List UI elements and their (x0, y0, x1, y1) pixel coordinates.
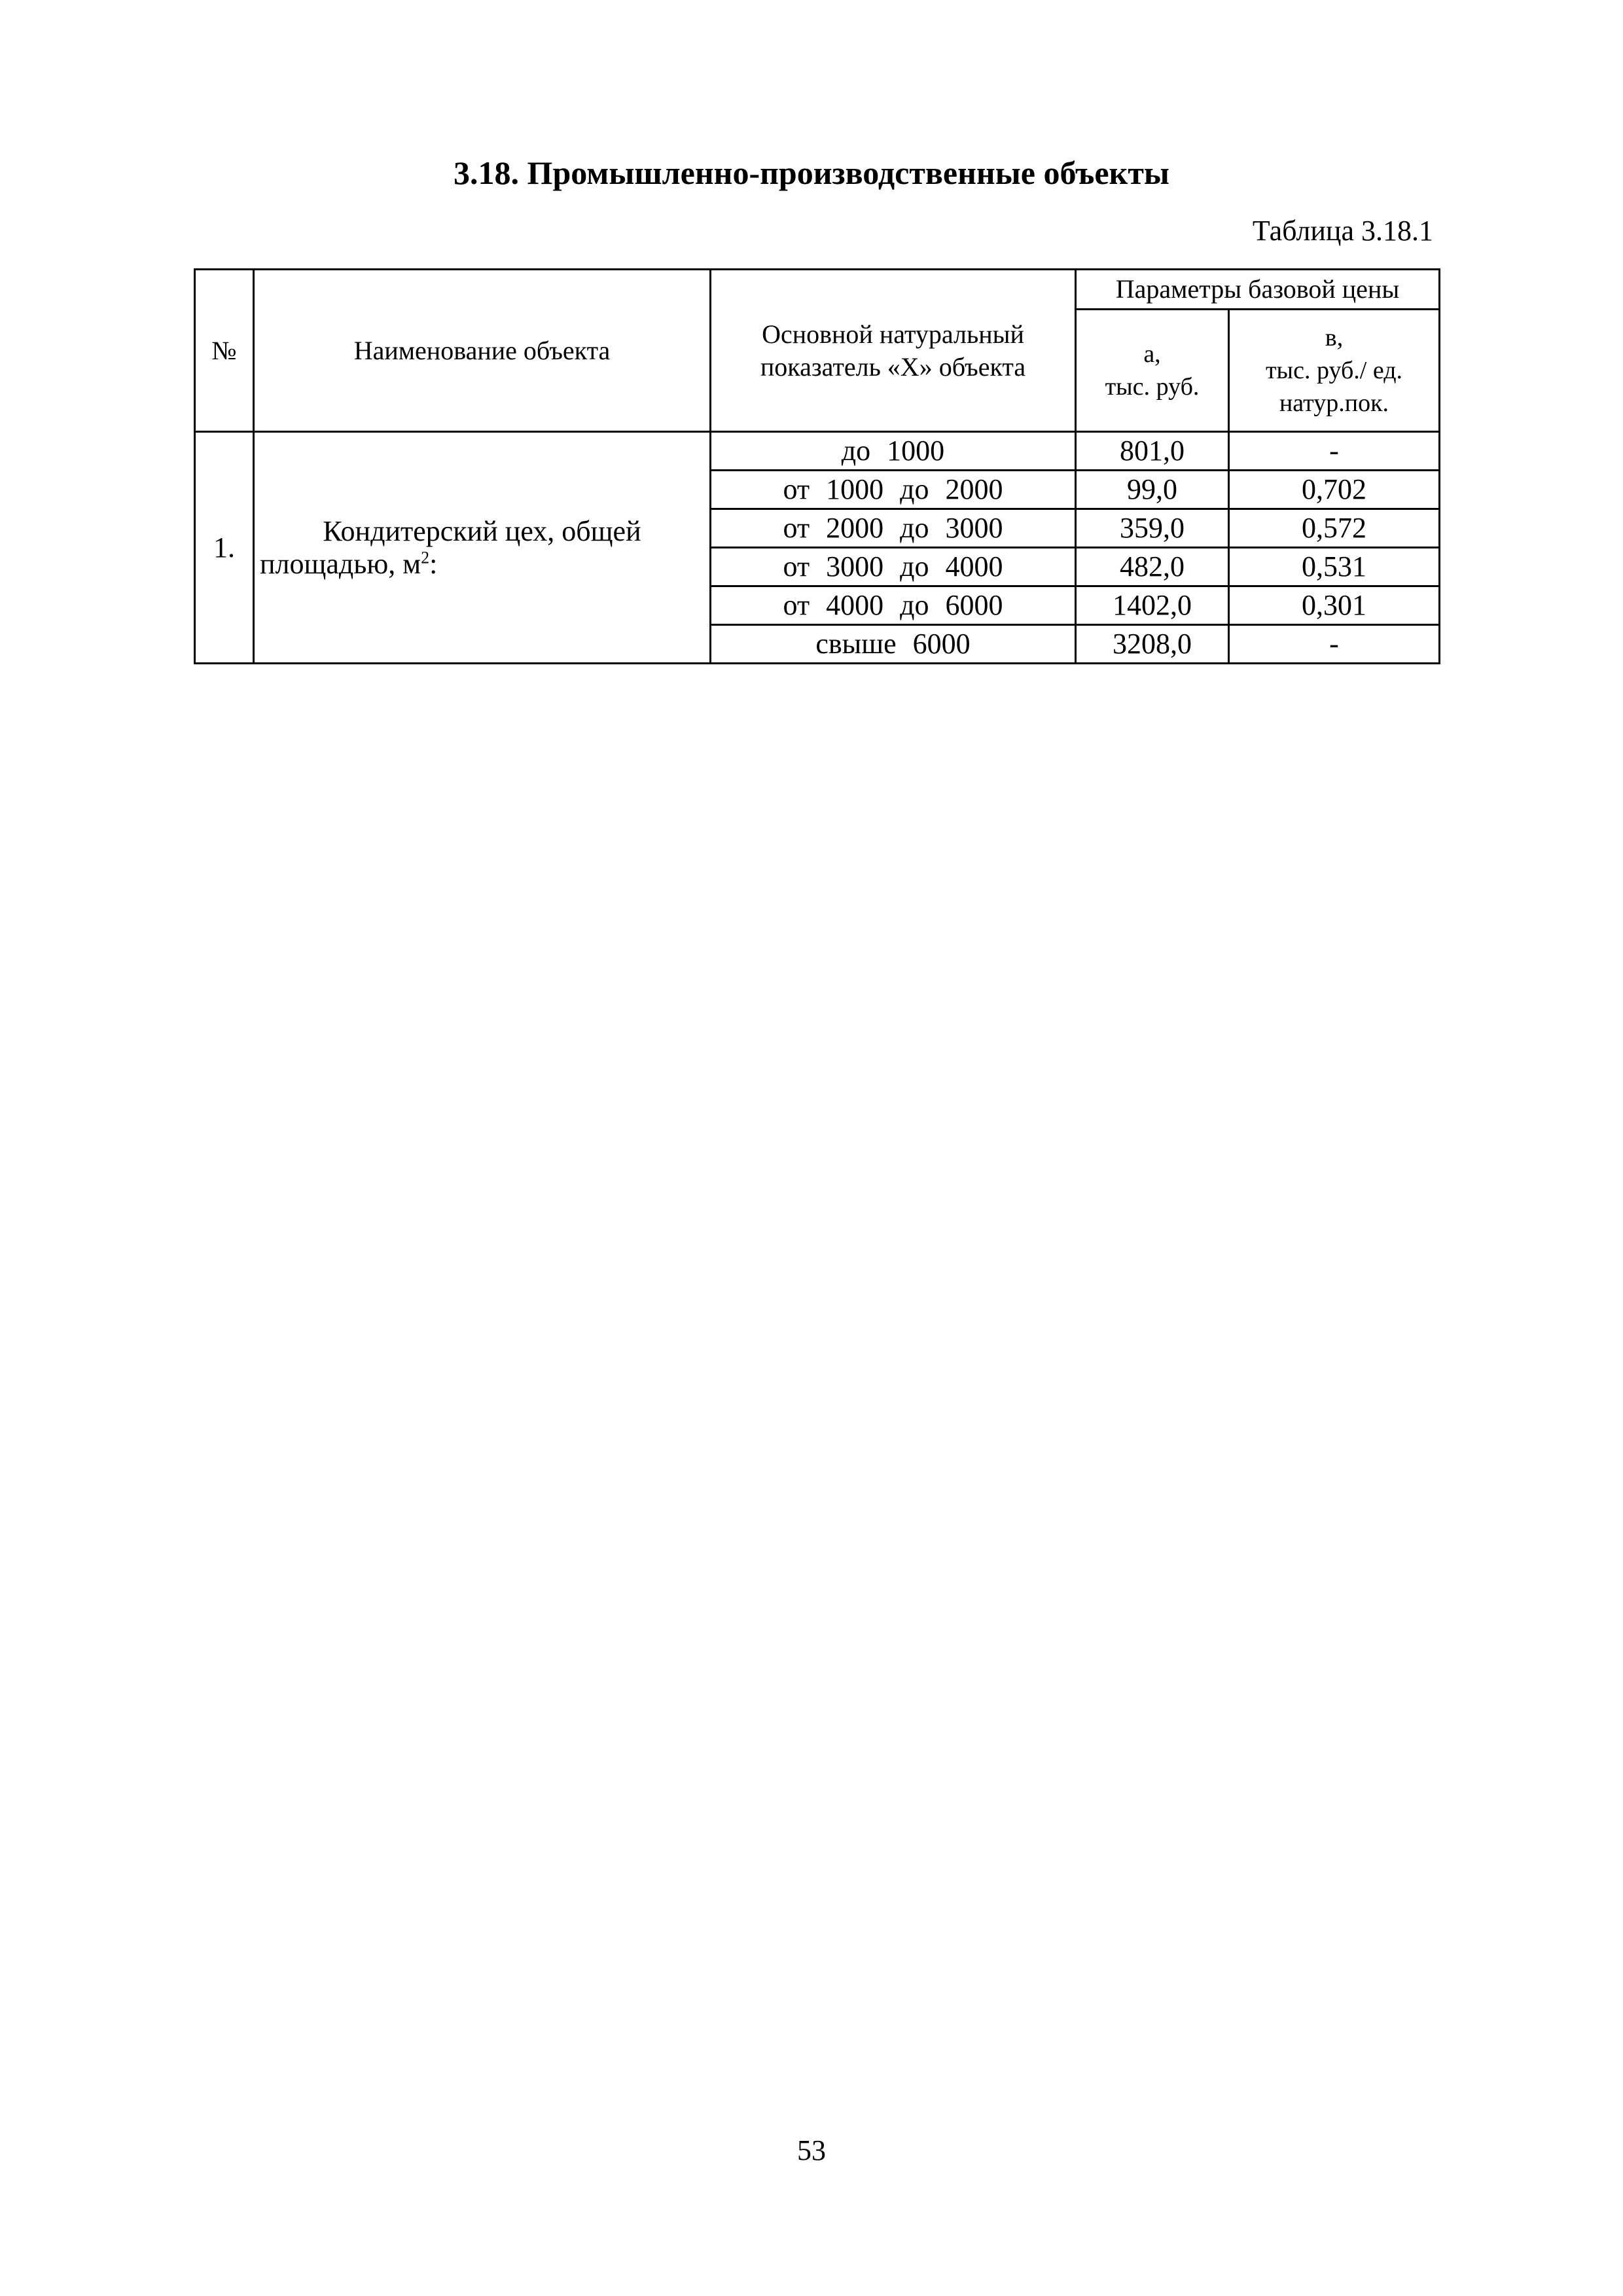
indicator-cell: от 3000 до 4000 (711, 548, 1076, 586)
a-value-cell: 359,0 (1076, 509, 1229, 548)
b-value-cell: - (1229, 432, 1440, 471)
header-b-line2: тыс. руб./ ед. (1265, 357, 1403, 384)
object-name-suffix: : (429, 547, 438, 580)
indicator-cell: от 4000 до 6000 (711, 586, 1076, 625)
a-value-cell: 99,0 (1076, 471, 1229, 509)
a-value-cell: 482,0 (1076, 548, 1229, 586)
a-value-cell: 3208,0 (1076, 625, 1229, 664)
page-number: 53 (797, 2134, 826, 2166)
row-number: 1. (195, 432, 254, 664)
object-name-superscript: 2 (421, 547, 430, 567)
header-a-line2: тыс. руб. (1105, 373, 1200, 401)
indicator-cell: свыше 6000 (711, 625, 1076, 664)
indicator-cell: до 1000 (711, 432, 1076, 471)
pricing-table (194, 268, 1440, 664)
section-title: 3.18. Промышленно-производственные объекты (454, 154, 1169, 191)
header-a (1076, 310, 1229, 432)
table-row (195, 432, 1440, 471)
indicator-cell: от 1000 до 2000 (711, 471, 1076, 509)
b-value-cell: - (1229, 625, 1440, 664)
header-b (1229, 310, 1440, 432)
object-name-text: Кондитерский цех, общей площадью, м (260, 514, 641, 580)
header-object-name: Наименование объекта (254, 270, 711, 432)
header-a-line1: а, (1143, 340, 1161, 368)
a-value-cell: 1402,0 (1076, 586, 1229, 625)
header-b-line3: натур.пок. (1279, 389, 1389, 417)
indicator-cell: от 2000 до 3000 (711, 509, 1076, 548)
header-indicator: Основной натуральный показатель «Х» объекта (711, 270, 1076, 432)
header-base-price-params: Параметры базовой цены (1076, 270, 1440, 310)
object-name (254, 432, 711, 664)
a-value-cell: 801,0 (1076, 432, 1229, 471)
header-b-line1: в, (1325, 324, 1344, 351)
b-value-cell: 0,702 (1229, 471, 1440, 509)
table-caption: Таблица 3.18.1 (1252, 215, 1433, 247)
b-value-cell: 0,531 (1229, 548, 1440, 586)
b-value-cell: 0,572 (1229, 509, 1440, 548)
header-number: № (195, 270, 254, 432)
b-value-cell: 0,301 (1229, 586, 1440, 625)
